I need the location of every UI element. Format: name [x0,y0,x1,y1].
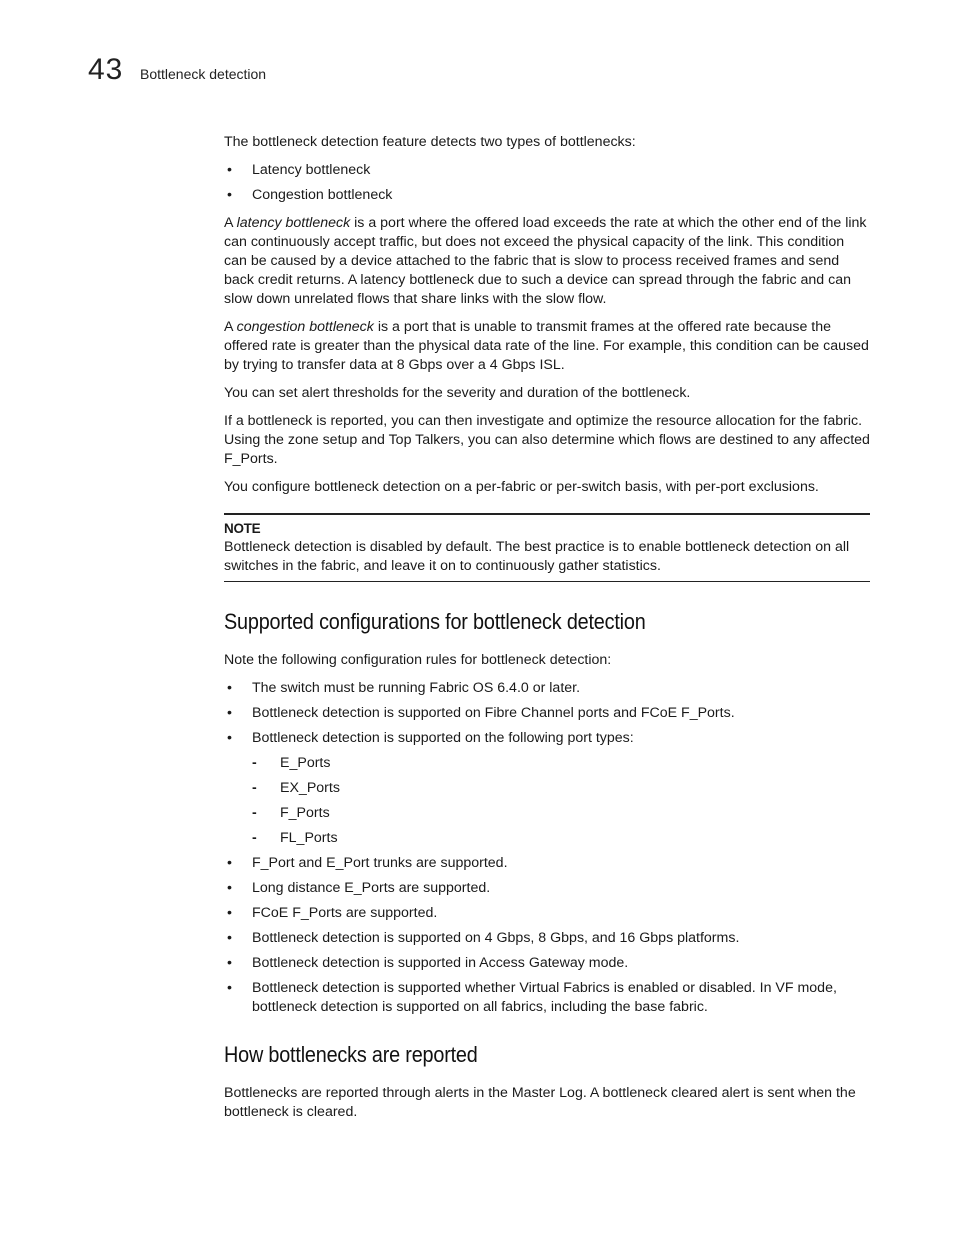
list-item: • Long distance E_Ports are supported. [227,880,491,896]
list-item: • FCoE F_Ports are supported. [227,905,438,921]
sub-list-item: - F_Ports [252,805,330,821]
congestion-term: congestion bottleneck [236,319,374,335]
bottleneck-types-list [224,161,870,205]
config-rules-list [224,679,870,1017]
paragraph: You can set alert thresholds for the severity and duration of the bottleneck. [224,385,691,401]
list-item: • Bottleneck detection is supported on 4 Gbps, 8 Gbps, and 16 Gbps platforms. [227,930,740,946]
sub-list-item: - FL_Ports [252,830,338,846]
latency-term: latency bottleneck [236,215,351,231]
port-types-list [252,754,870,848]
intro-paragraph: The bottleneck detection feature detects two types of bottlenecks: [224,134,636,150]
list-item: • The switch must be running Fabric OS 6.4.0 or later. [227,680,581,696]
list-item: • F_Port and E_Port trunks are supported. [227,855,508,871]
section-heading: Supported configurations for bottleneck detection [224,609,646,634]
sub-list-item: - E_Ports [252,755,331,771]
bullet-mark: • [227,162,232,178]
section-lead: Note the following configuration rules for bottleneck detection: [224,652,612,668]
note-box [224,513,870,582]
paragraph: If a bottleneck is reported, you can then investigate and optimize the resource allocation for the fabric. Using the zone setup and Top Talkers, you can also determine which flows are destined to any affected F_Ports. [224,413,870,467]
note-text: Bottleneck detection is disabled by default. The best practice is to enable bottleneck detection on all switches in the fabric, and leave it on to continuously gather statistics. [224,539,850,574]
latency-paragraph: A latency bottleneck is a port where the offered load exceeds the rate at which the other end of the link can continuously accept traffic, but does not exceed the physical capacity of the link. This condition can be caused by a device attached to the fabric that is slow to process received frames and send back credit returns. A latency bottleneck due to such a device can spread through the fabric and can slow down unrelated flows that share links with the slow flow. [224,215,867,307]
list-item: • Bottleneck detection is supported whether Virtual Fabrics is enabled or disabled. In VF mode, bottleneck detection is supported on all fabrics, including the base fabric. [227,980,837,1015]
section-heading: How bottlenecks are reported [224,1042,478,1067]
note-label: NOTE [224,521,261,536]
list-item: • Bottleneck detection is supported in Access Gateway mode. [227,955,629,971]
list-item: • Latency bottleneck [227,162,371,178]
list-item: • Bottleneck detection is supported on the following port types: - E_Ports - EX_Ports - F_Ports - FL_Ports [224,729,870,848]
paragraph: You configure bottleneck detection on a per-fabric or per-switch basis, with per-port exclusions. [224,479,819,495]
list-item: • Congestion bottleneck [227,187,393,203]
congestion-paragraph: A congestion bottleneck is a port that is unable to transmit frames at the offered rate because the offered rate is greater than the physical data rate of the line. For example, this condition can be caused by trying to transfer data at 8 Gbps over a 4 Gbps ISL. [224,319,869,373]
chapter-title: Bottleneck detection [140,66,267,82]
bullet-mark: • [227,187,232,203]
sub-list-item: - EX_Ports [252,780,340,796]
list-item: • Bottleneck detection is supported on Fibre Channel ports and FCoE F_Ports. [227,705,735,721]
section-paragraph: Bottlenecks are reported through alerts in the Master Log. A bottleneck cleared alert is sent when the bottleneck is cleared. [224,1085,856,1120]
chapter-number: 43 [88,53,124,86]
page-content [224,133,870,1131]
